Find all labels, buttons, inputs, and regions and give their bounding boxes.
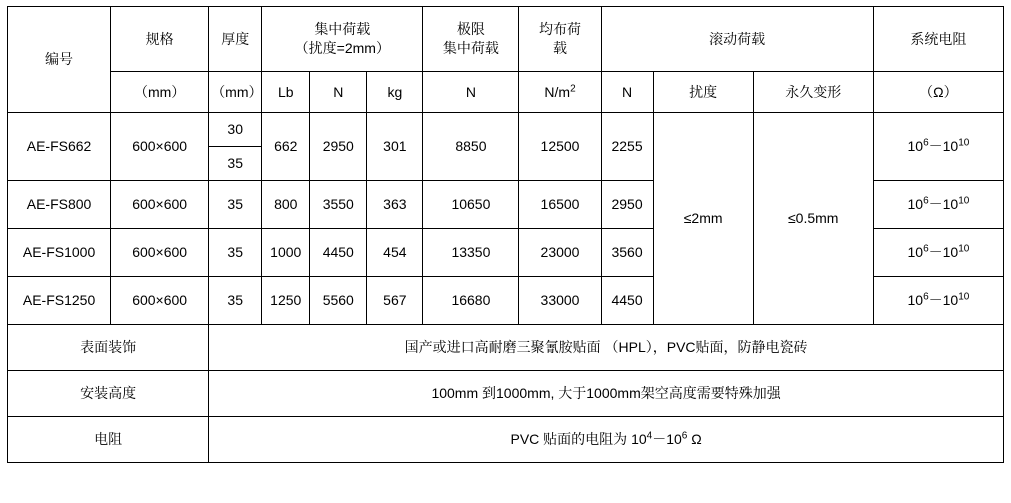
resistance-exp-hi: 10 <box>958 243 970 255</box>
header-uniform-load <box>519 7 601 72</box>
note-resistance-prefix: PVC 贴面的电阻为 <box>510 431 632 448</box>
cell-n: 4450 <box>310 229 367 277</box>
note-resistance-dash: － <box>652 431 667 448</box>
note-value-surface: 国产或进口高耐磨三聚氰胺贴面 （HPL），PVC贴面，防静电瓷砖 <box>209 325 1004 371</box>
resistance-exp-hi: 10 <box>958 195 970 207</box>
resistance-dash: － <box>928 196 943 213</box>
cell-lb: 662 <box>262 113 310 181</box>
cell-n: 5560 <box>310 277 367 325</box>
resistance-base-hi: 10 <box>942 138 959 155</box>
cell-code: AE-FS1250 <box>8 277 111 325</box>
header-resistance-unit: （Ω） <box>873 72 1003 113</box>
header-uniform-load-line2: 载 <box>553 40 567 56</box>
header-ultimate-newton: N <box>423 72 519 113</box>
header-uniform-unit-text: N/m <box>544 83 571 100</box>
header-rolling-newton: N <box>601 72 653 113</box>
note-resistance-base-hi: 10 <box>666 431 682 448</box>
header-deflection: 扰度 <box>653 72 753 113</box>
cell-code: AE-FS1000 <box>8 229 111 277</box>
cell-rolling-n: 2255 <box>601 113 653 181</box>
cell-ultimate: 10650 <box>423 181 519 229</box>
cell-uniform: 16500 <box>519 181 601 229</box>
note-label-surface: 表面装饰 <box>8 325 209 371</box>
cell-code: AE-FS800 <box>8 181 111 229</box>
resistance-dash: － <box>928 138 943 155</box>
note-value-resistance <box>209 417 1004 463</box>
resistance-dash: － <box>928 292 943 309</box>
header-newton: N <box>310 72 367 113</box>
note-label-resistance: 电阻 <box>8 417 209 463</box>
table-row <box>8 113 1004 147</box>
cell-thickness-35: 35 <box>209 147 262 181</box>
resistance-exp-lo: 6 <box>923 195 929 207</box>
note-row-surface <box>8 325 1004 371</box>
cell-resistance <box>873 229 1003 277</box>
cell-lb: 1250 <box>262 277 310 325</box>
resistance-exp-lo: 6 <box>923 243 929 255</box>
header-thickness: 厚度 <box>209 7 262 72</box>
resistance-exp-lo: 6 <box>923 137 929 149</box>
cell-kg: 363 <box>367 181 423 229</box>
cell-kg: 301 <box>367 113 423 181</box>
cell-ultimate: 8850 <box>423 113 519 181</box>
header-row-primary <box>8 7 1004 72</box>
cell-rolling-permanent: ≤0.5mm <box>753 113 873 325</box>
header-permanent-deformation: 永久变形 <box>753 72 873 113</box>
cell-uniform: 33000 <box>519 277 601 325</box>
cell-thickness: 35 <box>209 277 262 325</box>
resistance-base-lo: 10 <box>907 244 924 261</box>
cell-rolling-n: 3560 <box>601 229 653 277</box>
header-spec-unit: （mm） <box>111 72 209 113</box>
note-resistance-exp-hi: 6 <box>681 430 688 442</box>
cell-thickness: 35 <box>209 181 262 229</box>
note-row-resistance <box>8 417 1004 463</box>
cell-kg: 567 <box>367 277 423 325</box>
cell-spec: 600×600 <box>111 277 209 325</box>
resistance-exp-hi: 10 <box>958 137 970 149</box>
header-ultimate-load-line2: 集中荷载 <box>442 40 499 56</box>
cell-spec: 600×600 <box>111 229 209 277</box>
header-uniform-unit <box>519 72 601 113</box>
cell-kg: 454 <box>367 229 423 277</box>
cell-thickness-30: 30 <box>209 113 262 147</box>
header-concentrated-load <box>262 7 423 72</box>
resistance-exp-hi: 10 <box>958 291 970 303</box>
resistance-dash: － <box>928 244 943 261</box>
cell-lb: 1000 <box>262 229 310 277</box>
cell-n: 2950 <box>310 113 367 181</box>
cell-uniform: 23000 <box>519 229 601 277</box>
cell-uniform: 12500 <box>519 113 601 181</box>
header-ultimate-load-line1: 极限 <box>456 21 485 38</box>
header-uniform-load-line1: 均布荷 <box>539 21 581 38</box>
resistance-base-lo: 10 <box>907 196 924 213</box>
header-code: 编号 <box>8 7 111 113</box>
header-system-resistance: 系统电阻 <box>873 7 1003 72</box>
cell-thickness: 35 <box>209 229 262 277</box>
note-label-height: 安装高度 <box>8 371 209 417</box>
note-value-height: 100mm 到1000mm, 大于1000mm架空高度需要特殊加强 <box>209 371 1004 417</box>
resistance-exp-lo: 6 <box>923 291 929 303</box>
resistance-base-hi: 10 <box>942 244 959 261</box>
header-row-units <box>8 72 1004 113</box>
cell-rolling-deflection: ≤2mm <box>653 113 753 325</box>
cell-spec: 600×600 <box>111 113 209 181</box>
header-uniform-unit-sup: 2 <box>570 82 576 94</box>
header-rolling-load: 滚动荷载 <box>601 7 873 72</box>
cell-resistance <box>873 181 1003 229</box>
resistance-base-lo: 10 <box>907 138 924 155</box>
header-spec: 规格 <box>111 7 209 72</box>
cell-ultimate: 13350 <box>423 229 519 277</box>
header-kg: kg <box>367 72 423 113</box>
note-resistance-suffix: Ω <box>687 431 702 448</box>
resistance-base-hi: 10 <box>942 196 959 213</box>
header-thickness-unit: （mm） <box>209 72 262 113</box>
cell-rolling-n: 4450 <box>601 277 653 325</box>
cell-resistance <box>873 113 1003 181</box>
cell-code: AE-FS662 <box>8 113 111 181</box>
cell-ultimate: 16680 <box>423 277 519 325</box>
header-concentrated-load-line1: 集中荷载 <box>314 21 371 38</box>
header-lb: Lb <box>262 72 310 113</box>
resistance-base-hi: 10 <box>942 292 959 309</box>
cell-rolling-n: 2950 <box>601 181 653 229</box>
header-concentrated-load-line2: （扰度=2mm） <box>294 40 390 56</box>
cell-resistance <box>873 277 1003 325</box>
note-resistance-base-lo: 10 <box>631 431 647 448</box>
header-ultimate-load <box>423 7 519 72</box>
resistance-base-lo: 10 <box>907 292 924 309</box>
cell-spec: 600×600 <box>111 181 209 229</box>
note-row-height <box>8 371 1004 417</box>
cell-n: 3550 <box>310 181 367 229</box>
cell-lb: 800 <box>262 181 310 229</box>
note-resistance-exp-lo: 4 <box>646 430 653 442</box>
floor-panel-spec-table <box>7 6 1004 463</box>
